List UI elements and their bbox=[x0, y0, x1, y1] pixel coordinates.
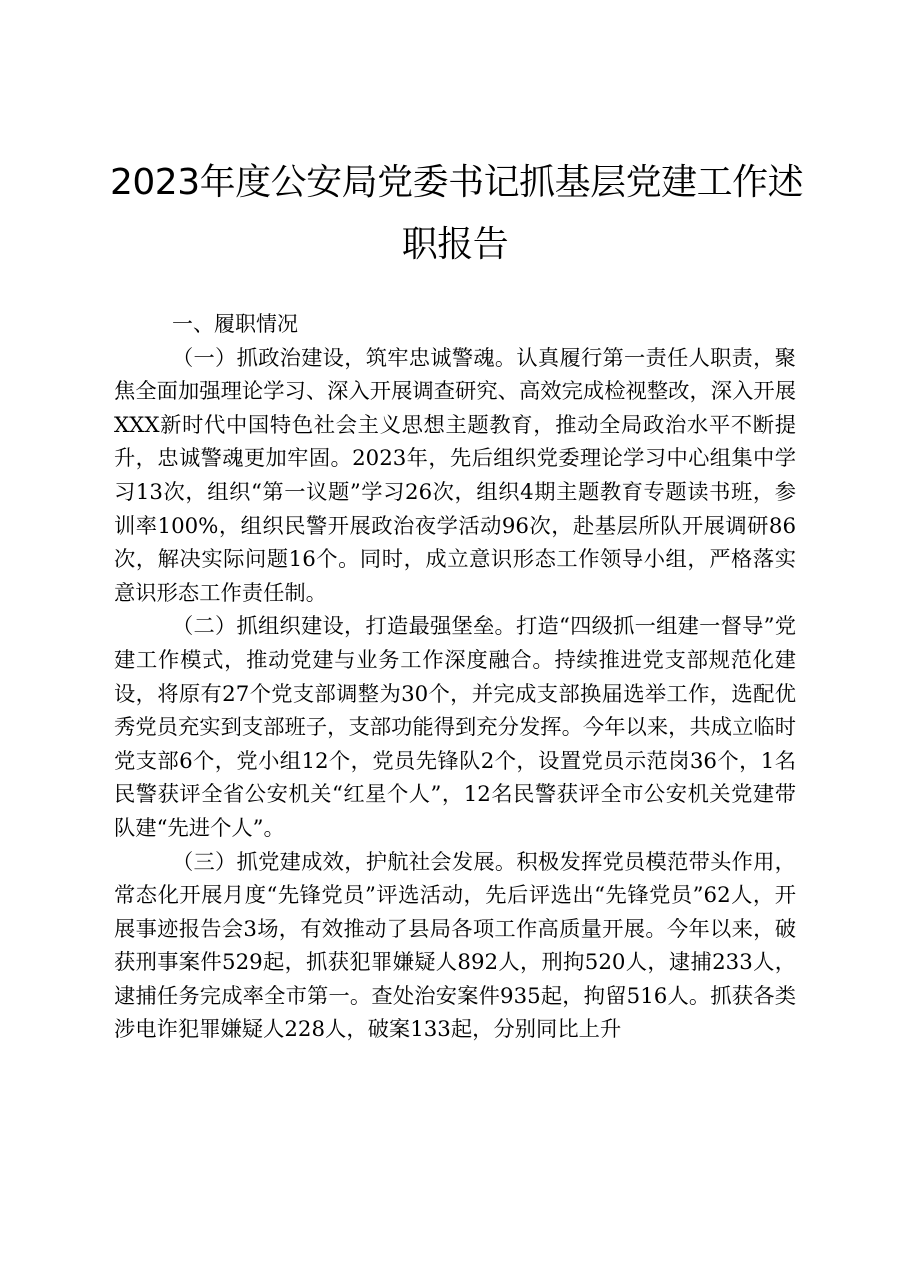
paragraph-lead: （二）抓组织建设，打造最强堡垒。 bbox=[172, 614, 517, 640]
paragraph-political-building bbox=[114, 342, 796, 611]
title-line-2: 职报告 bbox=[401, 224, 509, 265]
paragraph-text: 积极发挥党员模范带头作用，常态化开展月度“先锋党员”评选活动，先后评选出“先锋党员”62人，开展事迹报告会3场，有效推动了县局各项工作高质量开展。今年以来，破获刑事案件529起，抓获犯罪嫌疑人892人，刑拘520人，逮捕233人，逮捕任务完成率全市第一。查处治安案件935起，拘留516人。抓获各类涉电诈犯罪嫌疑人228人，破案133起，分别同比上升 bbox=[114, 849, 796, 1043]
paragraph-party-results bbox=[114, 846, 796, 1048]
paragraph-text: 认真履行第一责任人职责，聚焦全面加强理论学习、深入开展调查研究、高效完成检视整改，深入开展XXX新时代中国特色社会主义思想主题教育，推动全局政治水平不断提升，忠诚警魂更加牢固。2023年，先后组织党委理论学习中心组集中学习13次，组织“第一议题”学习26次，组织4期主题教育专题读书班，参训率100%，组织民警开展政治夜学活动96次，赴基层所队开展调研86次，解决实际问题16个。同时，成立意识形态工作领导小组，严格落实意识形态工作责任制。 bbox=[114, 345, 796, 606]
paragraph-text: 打造“四级抓一组建一督导”党建工作模式，推动党建与业务工作深度融合。持续推进党支部规范化建设，将原有27个党支部调整为30个，并完成支部换届选举工作，选配优秀党员充实到支部班子，支部功能得到充分发挥。今年以来，共成立临时党支部6个，党小组12个，党员先锋队2个，设置党员示范岗36个，1名民警获评全省公安机关“红星个人”，12名民警获评全市公安机关党建带队建“先进个人”。 bbox=[114, 614, 796, 841]
paragraph-lead: （三）抓党建成效，护航社会发展。 bbox=[172, 849, 517, 875]
paragraph-organization-building bbox=[114, 610, 796, 845]
title-line-1: 2023年度公安局党委书记抓基层党建工作述 bbox=[110, 162, 804, 203]
paragraph-lead: （一）抓政治建设，筑牢忠诚警魂。 bbox=[172, 345, 517, 371]
document-title bbox=[110, 152, 804, 276]
document-body bbox=[114, 308, 796, 1047]
section-heading: 一、履职情况 bbox=[172, 312, 298, 336]
